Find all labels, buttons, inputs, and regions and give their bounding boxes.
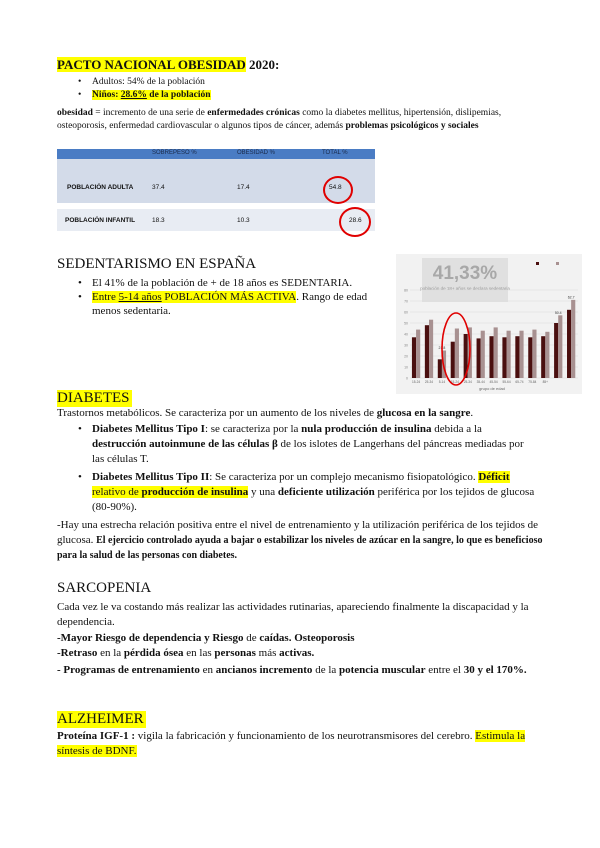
sarcopenia-l2 bbox=[57, 646, 547, 661]
y-tick-label: 60 bbox=[404, 310, 408, 315]
bar-hombres bbox=[567, 310, 571, 378]
sarcopenia-title: SARCOPENIA bbox=[57, 580, 152, 596]
pacto-title: PACTO NACIONAL OBESIDAD bbox=[57, 57, 246, 72]
y-tick-label: 20 bbox=[404, 354, 408, 359]
bar-mujeres bbox=[416, 330, 420, 378]
sarcopenia-l3 bbox=[57, 662, 547, 678]
sedentarismo-chart bbox=[396, 254, 582, 394]
l3-h: 30 y el 170%. bbox=[463, 664, 527, 676]
pacto-heading bbox=[57, 56, 279, 74]
tipo2-f: deficiente utilización bbox=[277, 486, 375, 498]
tipo2-title: Diabetes Mellitus Tipo II bbox=[92, 471, 210, 483]
table-header-sobrepeso: SOBREPESO % bbox=[152, 150, 197, 156]
tipo2-e: y una bbox=[248, 486, 278, 498]
l2-e: personas bbox=[214, 647, 256, 659]
enfermedades-text: enfermedades crónicas bbox=[207, 108, 300, 118]
table-header-total: TOTAL % bbox=[322, 150, 348, 156]
sarcopenia-p1: Cada vez le va costando más realizar las actividades rutinarias, apareciendo finalmente la discapacidad y la dependencia. bbox=[57, 601, 529, 628]
x-tick-label: 65-74 bbox=[515, 380, 524, 384]
relacion-a: -Hay una estrecha relación positiva entre el nivel de entrenamiento y la utilización periférica de los tejidos de glucosa. bbox=[57, 519, 539, 546]
bar-mujeres bbox=[571, 300, 575, 378]
bar-hombres bbox=[528, 337, 532, 378]
cell-adulta-total: 54.8 bbox=[329, 184, 342, 191]
table-header-obesidad: OBESIDAD % bbox=[237, 150, 276, 156]
tipo2-c: relativo de bbox=[92, 486, 142, 498]
tipo1-title: Diabetes Mellitus Tipo I bbox=[92, 423, 205, 435]
bar-mujeres bbox=[455, 329, 459, 379]
alzheimer-b: vigila la fabricación y funcionamiento de los neurotransmisores del cerebro. bbox=[135, 730, 476, 742]
bar-data-label: 21.8 bbox=[438, 346, 446, 350]
l3-e: de la bbox=[312, 664, 340, 676]
y-tick-label: 0 bbox=[406, 376, 408, 381]
list-item bbox=[92, 470, 537, 515]
y-tick-label: 70 bbox=[404, 299, 408, 304]
ninos-prefix: Niños: bbox=[92, 90, 121, 100]
x-tick-label: 5-14 bbox=[438, 380, 446, 384]
l1-c: caídas. Osteoporosis bbox=[259, 632, 355, 644]
legend-swatch-1 bbox=[536, 262, 539, 265]
alzheimer-c: Estimula la síntesis de BDNF. bbox=[57, 730, 526, 757]
y-tick-label: 50 bbox=[404, 321, 408, 326]
bar-hombres bbox=[489, 336, 493, 378]
list-item bbox=[92, 276, 382, 290]
x-tick-label: 85+ bbox=[542, 380, 549, 384]
tipo2-b: Déficit bbox=[478, 471, 510, 483]
x-tick-label: 25-34 bbox=[424, 380, 434, 384]
x-tick-label: 35-44 bbox=[476, 380, 485, 384]
chart-xlabel: grupo de edad bbox=[479, 386, 505, 391]
diabetes-title: DIABETES bbox=[57, 390, 130, 406]
l2-g: activas. bbox=[279, 647, 315, 659]
diabetes-intro-a: Trastornos metabólicos. Se caracteriza por un aumento de los niveles de bbox=[57, 407, 377, 419]
diabetes-relacion bbox=[57, 518, 547, 563]
sarcopenia-l1 bbox=[57, 631, 547, 646]
x-tick-label: 15-24 bbox=[411, 380, 421, 384]
bar-data-label: 62.7 bbox=[567, 295, 575, 300]
y-tick-label: 10 bbox=[404, 365, 408, 370]
ninos-suffix: de la población bbox=[146, 90, 211, 100]
cell-adulta-obesidad: 17.4 bbox=[237, 184, 250, 191]
adultos-text: Adultos: 54% de la población bbox=[92, 77, 205, 87]
diabetes-intro-b: glucosa en la sangre bbox=[376, 407, 471, 419]
row-label-infantil: POBLACIÓN INFANTIL bbox=[65, 217, 136, 224]
chart-title: 41,33% bbox=[432, 263, 498, 284]
bar-mujeres bbox=[558, 315, 562, 378]
list-item bbox=[92, 89, 211, 102]
x-tick-label: 55-64 bbox=[502, 380, 511, 384]
sedentarismo-b2-b: POBLACIÓN MÁS ACTIVA bbox=[161, 291, 297, 303]
bar-mujeres bbox=[507, 331, 511, 378]
ninos-pct: 28.6% bbox=[120, 90, 147, 100]
obesidad-text-1: = incremento de una serie de bbox=[92, 108, 208, 118]
l2-c: pérdida ósea bbox=[123, 647, 184, 659]
tipo1-e: de los islotes de Langerhans del páncreas mediadas por las células T. bbox=[92, 438, 524, 465]
sedentarismo-b2-u: 5-14 años bbox=[118, 291, 162, 303]
sedentarismo-b2-a: Entre bbox=[92, 291, 119, 303]
l1-b: de bbox=[243, 632, 260, 644]
pacto-year: 2020: bbox=[245, 57, 280, 72]
l3-b: en bbox=[199, 664, 216, 676]
tipo1-c: debida a la bbox=[431, 423, 482, 435]
sedentarismo-b1: El 41% de la población de + de 18 años es SEDENTARIA. bbox=[92, 277, 353, 289]
cell-infantil-sobrepeso: 18.3 bbox=[152, 217, 165, 224]
cell-adulta-sobrepeso: 37.4 bbox=[152, 184, 165, 191]
bar-hombres bbox=[412, 337, 416, 378]
legend-swatch-2 bbox=[556, 262, 559, 265]
bar-mujeres bbox=[494, 327, 498, 378]
diabetes-intro-c: . bbox=[470, 407, 474, 419]
diabetes-intro bbox=[57, 406, 547, 420]
bar-hombres bbox=[438, 359, 442, 378]
sedentarismo-list bbox=[92, 276, 382, 318]
l3-a: - Programas de entrenamiento bbox=[57, 664, 200, 676]
y-tick-label: 80 bbox=[404, 288, 408, 293]
sedentarismo-title: SEDENTARISMO EN ESPAÑA bbox=[57, 256, 257, 272]
x-tick-label: 75-84 bbox=[528, 380, 537, 384]
bar-hombres bbox=[477, 338, 481, 378]
x-tick-label: 15-24 bbox=[450, 380, 459, 384]
tipo1-d: destrucción autoinmune de las células β bbox=[92, 438, 278, 450]
diabetes-list bbox=[92, 422, 537, 515]
highlight-circle-adulta bbox=[323, 176, 353, 204]
bar-mujeres bbox=[532, 330, 536, 378]
tipo1-a: : se caracteriza por la bbox=[204, 423, 302, 435]
l2-f: más bbox=[255, 647, 280, 659]
bar-mujeres bbox=[429, 320, 433, 378]
alzheimer-paragraph bbox=[57, 729, 547, 759]
list-item bbox=[92, 290, 382, 318]
bar-hombres bbox=[515, 336, 519, 378]
bar-mujeres bbox=[481, 331, 485, 378]
obesidad-text-2: como la diabetes mellitus, hipertensión, dislipemias, osteoporosis, enfermedad cardiovascular o algunos tipos de cáncer, además bbox=[57, 108, 502, 131]
bar-mujeres bbox=[519, 331, 523, 378]
list-item bbox=[92, 422, 537, 467]
sedentarismo-b2-c: . Rango de edad menos sedentaria. bbox=[92, 291, 368, 317]
tipo1-b: nula producción de insulina bbox=[301, 423, 432, 435]
x-tick-label: 25-34 bbox=[463, 380, 472, 384]
l3-g: entre el bbox=[425, 664, 464, 676]
problemas-text: problemas psicológicos y sociales bbox=[345, 121, 479, 131]
chart-subtitle: población de 18+ años se declara sedentaria bbox=[420, 286, 510, 291]
obesidad-word: obesidad bbox=[57, 108, 93, 118]
l2-d: en las bbox=[183, 647, 215, 659]
bar-hombres bbox=[451, 342, 455, 378]
highlight-circle-infantil bbox=[339, 207, 371, 237]
y-tick-label: 40 bbox=[404, 332, 408, 337]
alzheimer-a: Proteína IGF-1 : bbox=[57, 730, 136, 742]
y-tick-label: 30 bbox=[404, 343, 408, 348]
tipo2-d: producción de insulina bbox=[141, 486, 249, 498]
list-item bbox=[92, 76, 211, 89]
cell-infantil-obesidad: 10.3 bbox=[237, 217, 250, 224]
l1-a: -Mayor Riesgo de dependencia y Riesgo bbox=[57, 632, 244, 644]
relacion-b: El ejercicio controlado ayuda a bajar o estabilizar los niveles de azúcar en la sangre, lo que es beneficioso para la salud de las personas con diabetes. bbox=[57, 535, 543, 561]
bar-hombres bbox=[541, 336, 545, 378]
l2-a: -Retraso bbox=[57, 647, 98, 659]
tipo2-a: : Se caracteriza por un complejo mecanismo fisiopatológico. bbox=[209, 471, 479, 483]
row-label-adulta: POBLACIÓN ADULTA bbox=[67, 184, 134, 191]
bar-mujeres bbox=[545, 332, 549, 378]
x-tick-label: 45-54 bbox=[489, 380, 498, 384]
bar-hombres bbox=[502, 337, 506, 378]
l3-c: ancianos bbox=[215, 664, 257, 676]
bar-hombres bbox=[425, 325, 429, 378]
bar-data-label: 50.4 bbox=[554, 310, 562, 315]
cell-infantil-total: 28.6 bbox=[349, 217, 362, 224]
bar-hombres bbox=[554, 323, 558, 378]
l2-b: en la bbox=[97, 647, 124, 659]
l3-d: incremento bbox=[256, 664, 313, 676]
tipo2-g: periférica por los tejidos de glucosa (80-90%). bbox=[92, 486, 535, 513]
pacto-list bbox=[92, 76, 211, 102]
obesidad-paragraph bbox=[57, 107, 537, 133]
alzheimer-title: ALZHEIMER bbox=[57, 711, 144, 727]
l3-f: potencia muscular bbox=[339, 664, 426, 676]
